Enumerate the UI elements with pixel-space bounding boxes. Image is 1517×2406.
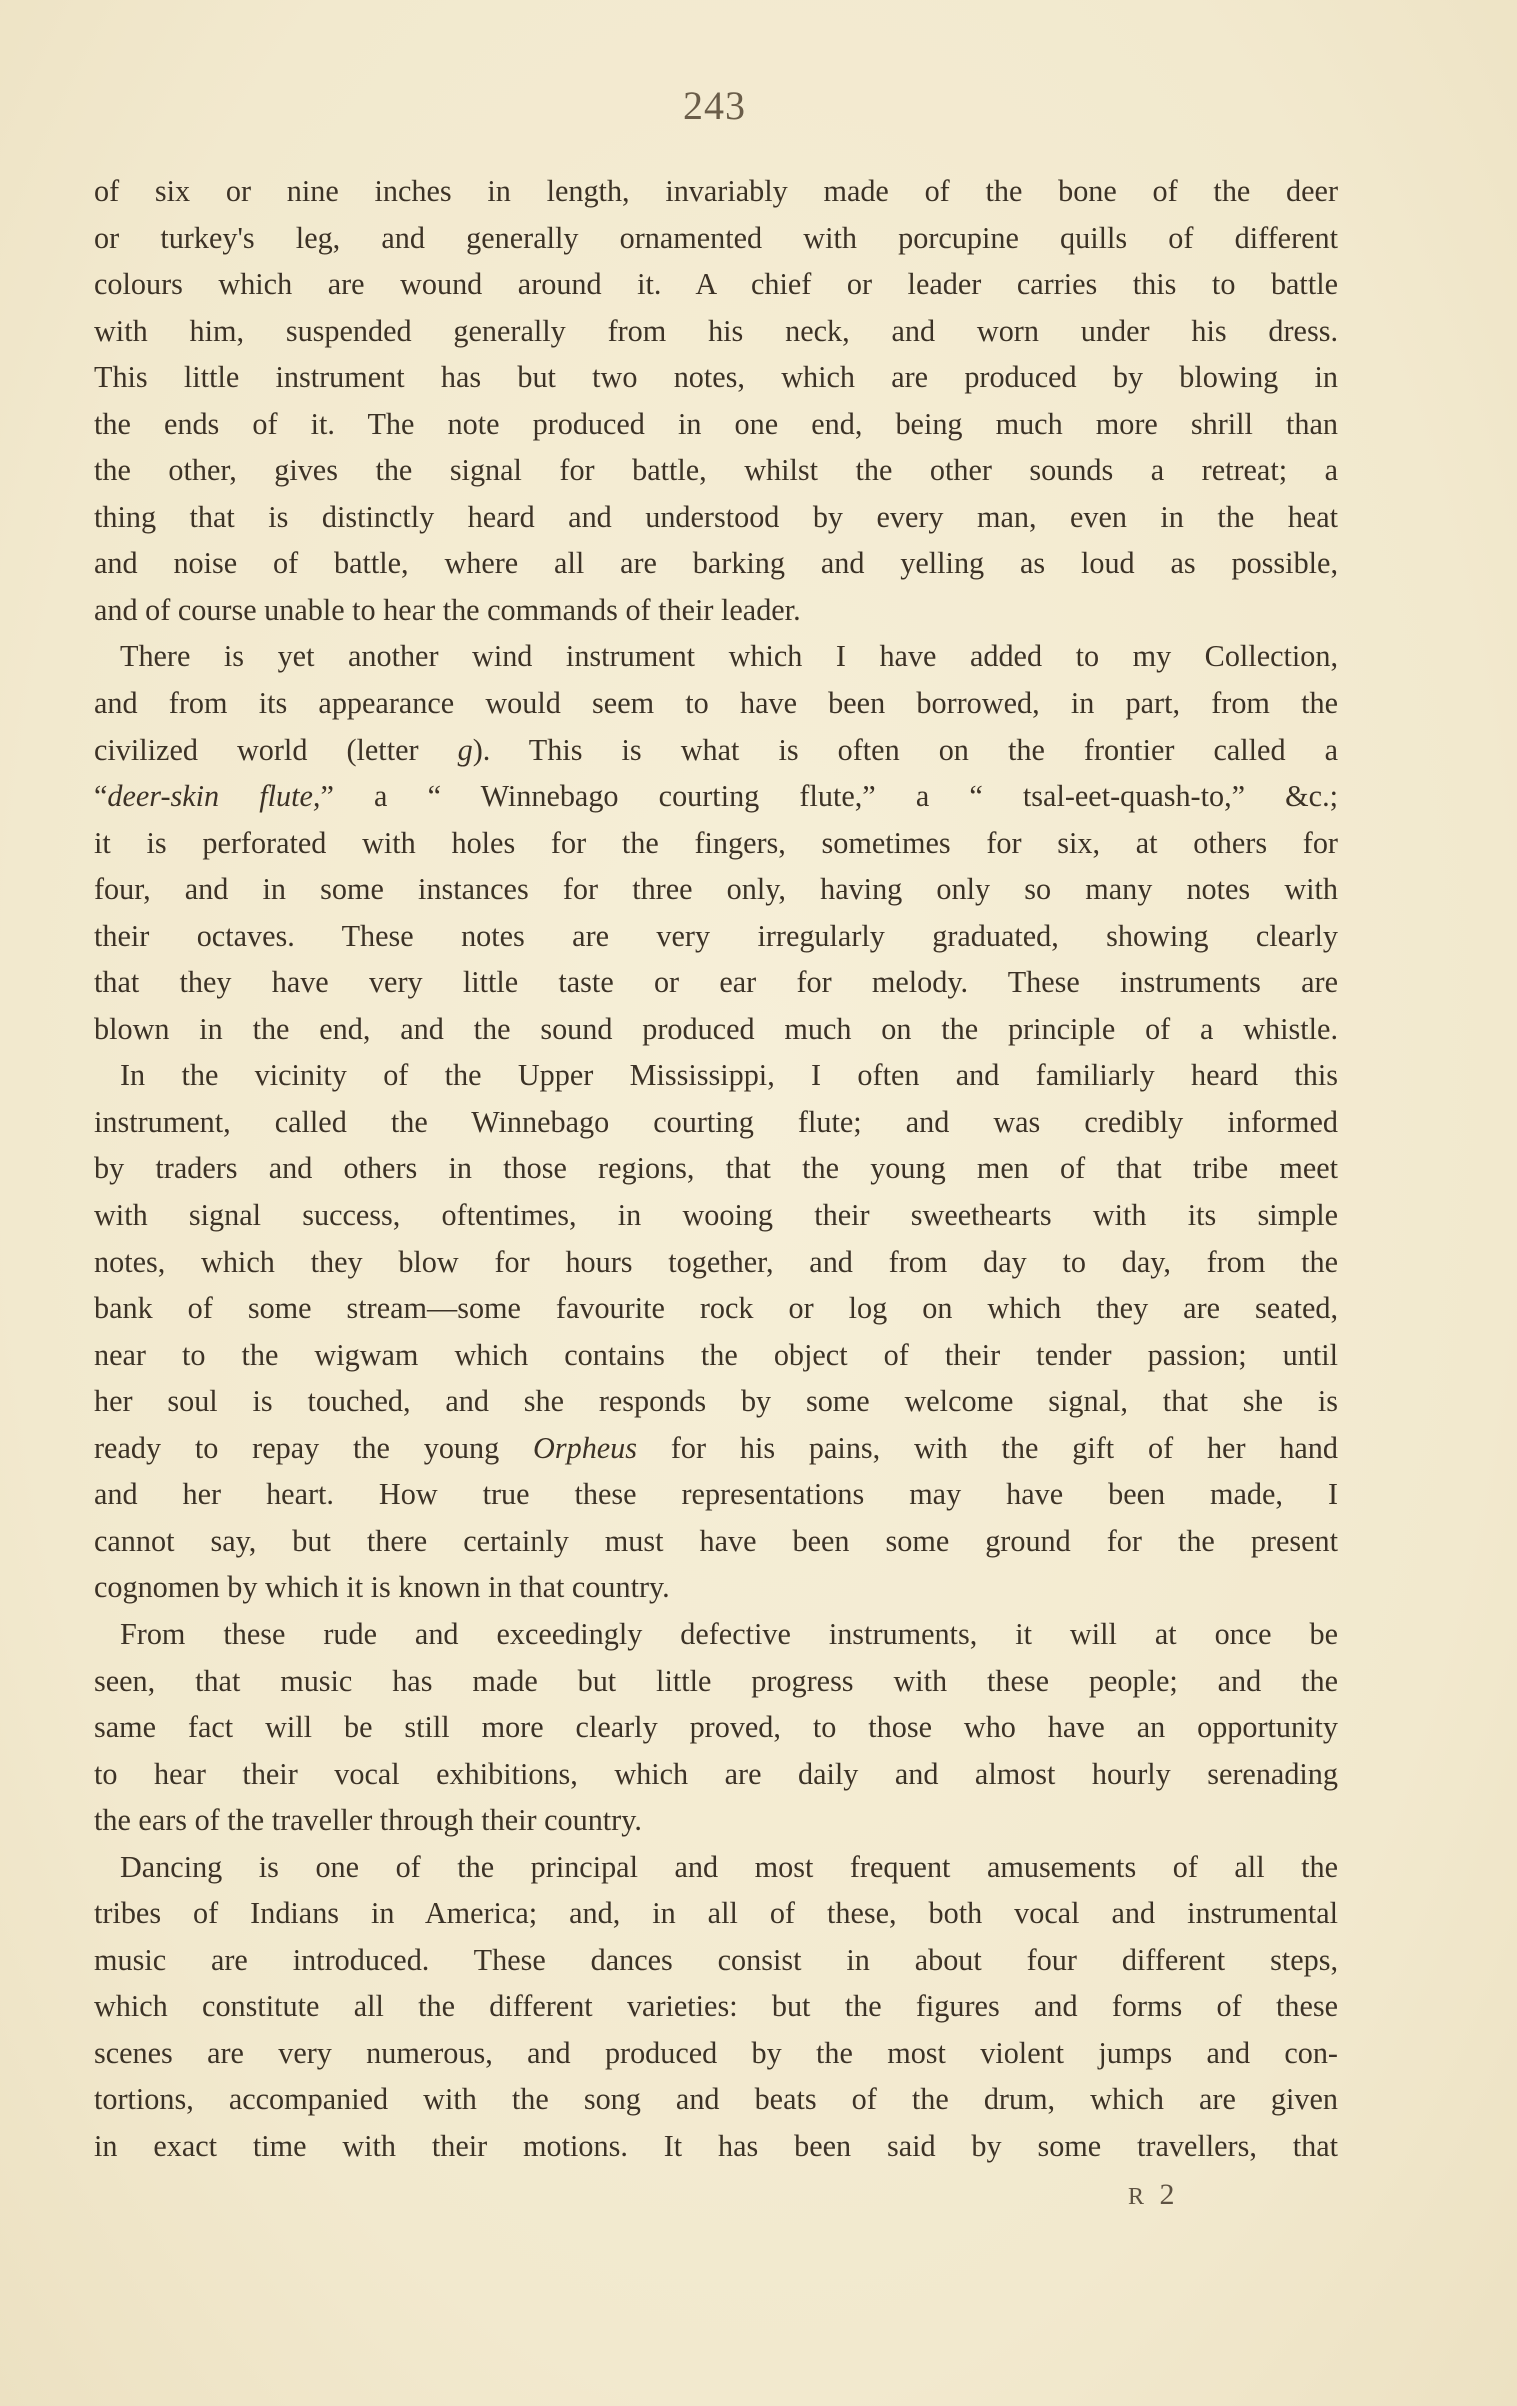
- text-line: and her heart. How true these representations may have been made, I: [94, 1477, 1338, 1512]
- text-line: the other, gives the signal for battle, whilst the other sounds a retreat; a: [94, 453, 1338, 488]
- text-line: cannot say, but there certainly must have been some ground for the present: [94, 1523, 1338, 1558]
- text-line: From these rude and exceedingly defective instruments, it will at once be: [120, 1616, 1338, 1651]
- text-segment: for his pains, with the gift of her hand: [637, 1430, 1338, 1465]
- text-segment: ” a “ Winnebago courting flute,” a “ tsal-eet-quash-to,” &c.;: [320, 779, 1338, 814]
- text-line: cognomen by which it is known in that country.: [94, 1570, 670, 1605]
- paragraph-war-whistle: [94, 168, 1338, 633]
- italic-segment: deer-skin flute,: [107, 779, 321, 814]
- text-line: with him, suspended generally from his neck, and worn under his dress.: [94, 313, 1338, 348]
- text-line: There is yet another wind instrument which I have added to my Collection,: [120, 639, 1338, 674]
- text-line: by traders and others in those regions, that the young men of that tribe meet: [94, 1151, 1338, 1186]
- text-line: with signal success, oftentimes, in wooing their sweethearts with its simple: [94, 1198, 1338, 1233]
- text-line: scenes are very numerous, and produced by the most violent jumps and con-: [94, 2035, 1338, 2070]
- text-line: the ends of it. The note produced in one end, being much more shrill than: [94, 406, 1338, 441]
- paragraph-music-progress: [94, 1611, 1338, 1844]
- text-line: and from its appearance would seem to have been borrowed, in part, from the: [94, 686, 1338, 721]
- text-line: tortions, accompanied with the song and beats of the drum, which are given: [94, 2082, 1338, 2117]
- text-line: same fact will be still more clearly proved, to those who have an opportunity: [94, 1710, 1338, 1745]
- text-line: Dancing is one of the principal and most frequent amusements of all the: [120, 1849, 1338, 1884]
- text-line: near to the wigwam which contains the object of their tender passion; until: [94, 1337, 1338, 1372]
- text-line: [94, 773, 1338, 820]
- signature-mark: [1128, 2178, 1181, 2212]
- text-line: bank of some stream—some favourite rock or log on which they are seated,: [94, 1291, 1338, 1326]
- text-line: colours which are wound around it. A chief or leader carries this to battle: [94, 267, 1338, 302]
- text-line: instrument, called the Winnebago courting flute; and was credibly informed: [94, 1104, 1338, 1139]
- text-line: notes, which they blow for hours together, and from day to day, from the: [94, 1244, 1338, 1279]
- text-segment: civilized world (letter: [94, 732, 458, 767]
- text-segment: ). This is what is often on the frontier called a: [472, 732, 1338, 767]
- text-line: In the vicinity of the Upper Mississippi, I often and familiarly heard this: [120, 1058, 1338, 1093]
- text-line: music are introduced. These dances consist in about four different steps,: [94, 1942, 1338, 1977]
- paragraph-dancing: [94, 1844, 1338, 2170]
- text-segment: “: [94, 779, 108, 814]
- paragraph-deer-skin-flute: [94, 633, 1338, 1052]
- signature-letter: R: [1128, 2184, 1147, 2210]
- text-line: which constitute all the different varieties: but the figures and forms of these: [94, 1989, 1338, 2024]
- text-line: in exact time with their motions. It has been said by some travellers, that: [94, 2128, 1338, 2163]
- text-line: the ears of the traveller through their country.: [94, 1803, 642, 1838]
- italic-segment: Orpheus: [533, 1430, 638, 1465]
- text-line: [94, 1425, 1338, 1472]
- signature-number: 2: [1159, 2178, 1181, 2211]
- text-line: blown in the end, and the sound produced much on the principle of a whistle.: [94, 1011, 1338, 1046]
- text-line: her soul is touched, and she responds by some welcome signal, that she is: [94, 1384, 1338, 1419]
- body-text: [94, 168, 1338, 2170]
- text-line: their octaves. These notes are very irregularly graduated, showing clearly: [94, 918, 1338, 953]
- text-line: and of course unable to hear the commands of their leader.: [94, 592, 801, 627]
- text-line: or turkey's leg, and generally ornamented with porcupine quills of different: [94, 220, 1338, 255]
- text-line: that they have very little taste or ear for melody. These instruments are: [94, 965, 1338, 1000]
- text-line: This little instrument has but two notes, which are produced by blowing in: [94, 360, 1338, 395]
- text-segment: ready to repay the young: [94, 1430, 534, 1465]
- page-number: 243: [683, 83, 746, 128]
- text-line: thing that is distinctly heard and understood by every man, even in the heat: [94, 499, 1338, 534]
- text-line: [94, 727, 1338, 774]
- text-line: seen, that music has made but little progress with these people; and the: [94, 1663, 1338, 1698]
- text-line: to hear their vocal exhibitions, which are daily and almost hourly serenading: [94, 1756, 1338, 1791]
- text-line: tribes of Indians in America; and, in all of these, both vocal and instrumental: [94, 1896, 1338, 1931]
- text-line: of six or nine inches in length, invariably made of the bone of the deer: [94, 174, 1338, 208]
- text-line: four, and in some instances for three only, having only so many notes with: [94, 872, 1338, 907]
- text-line: and noise of battle, where all are barking and yelling as loud as possible,: [94, 546, 1338, 581]
- text-line: it is perforated with holes for the fingers, sometimes for six, at others for: [94, 825, 1338, 860]
- paragraph-winnebago: [94, 1052, 1338, 1611]
- italic-segment: g: [457, 732, 473, 767]
